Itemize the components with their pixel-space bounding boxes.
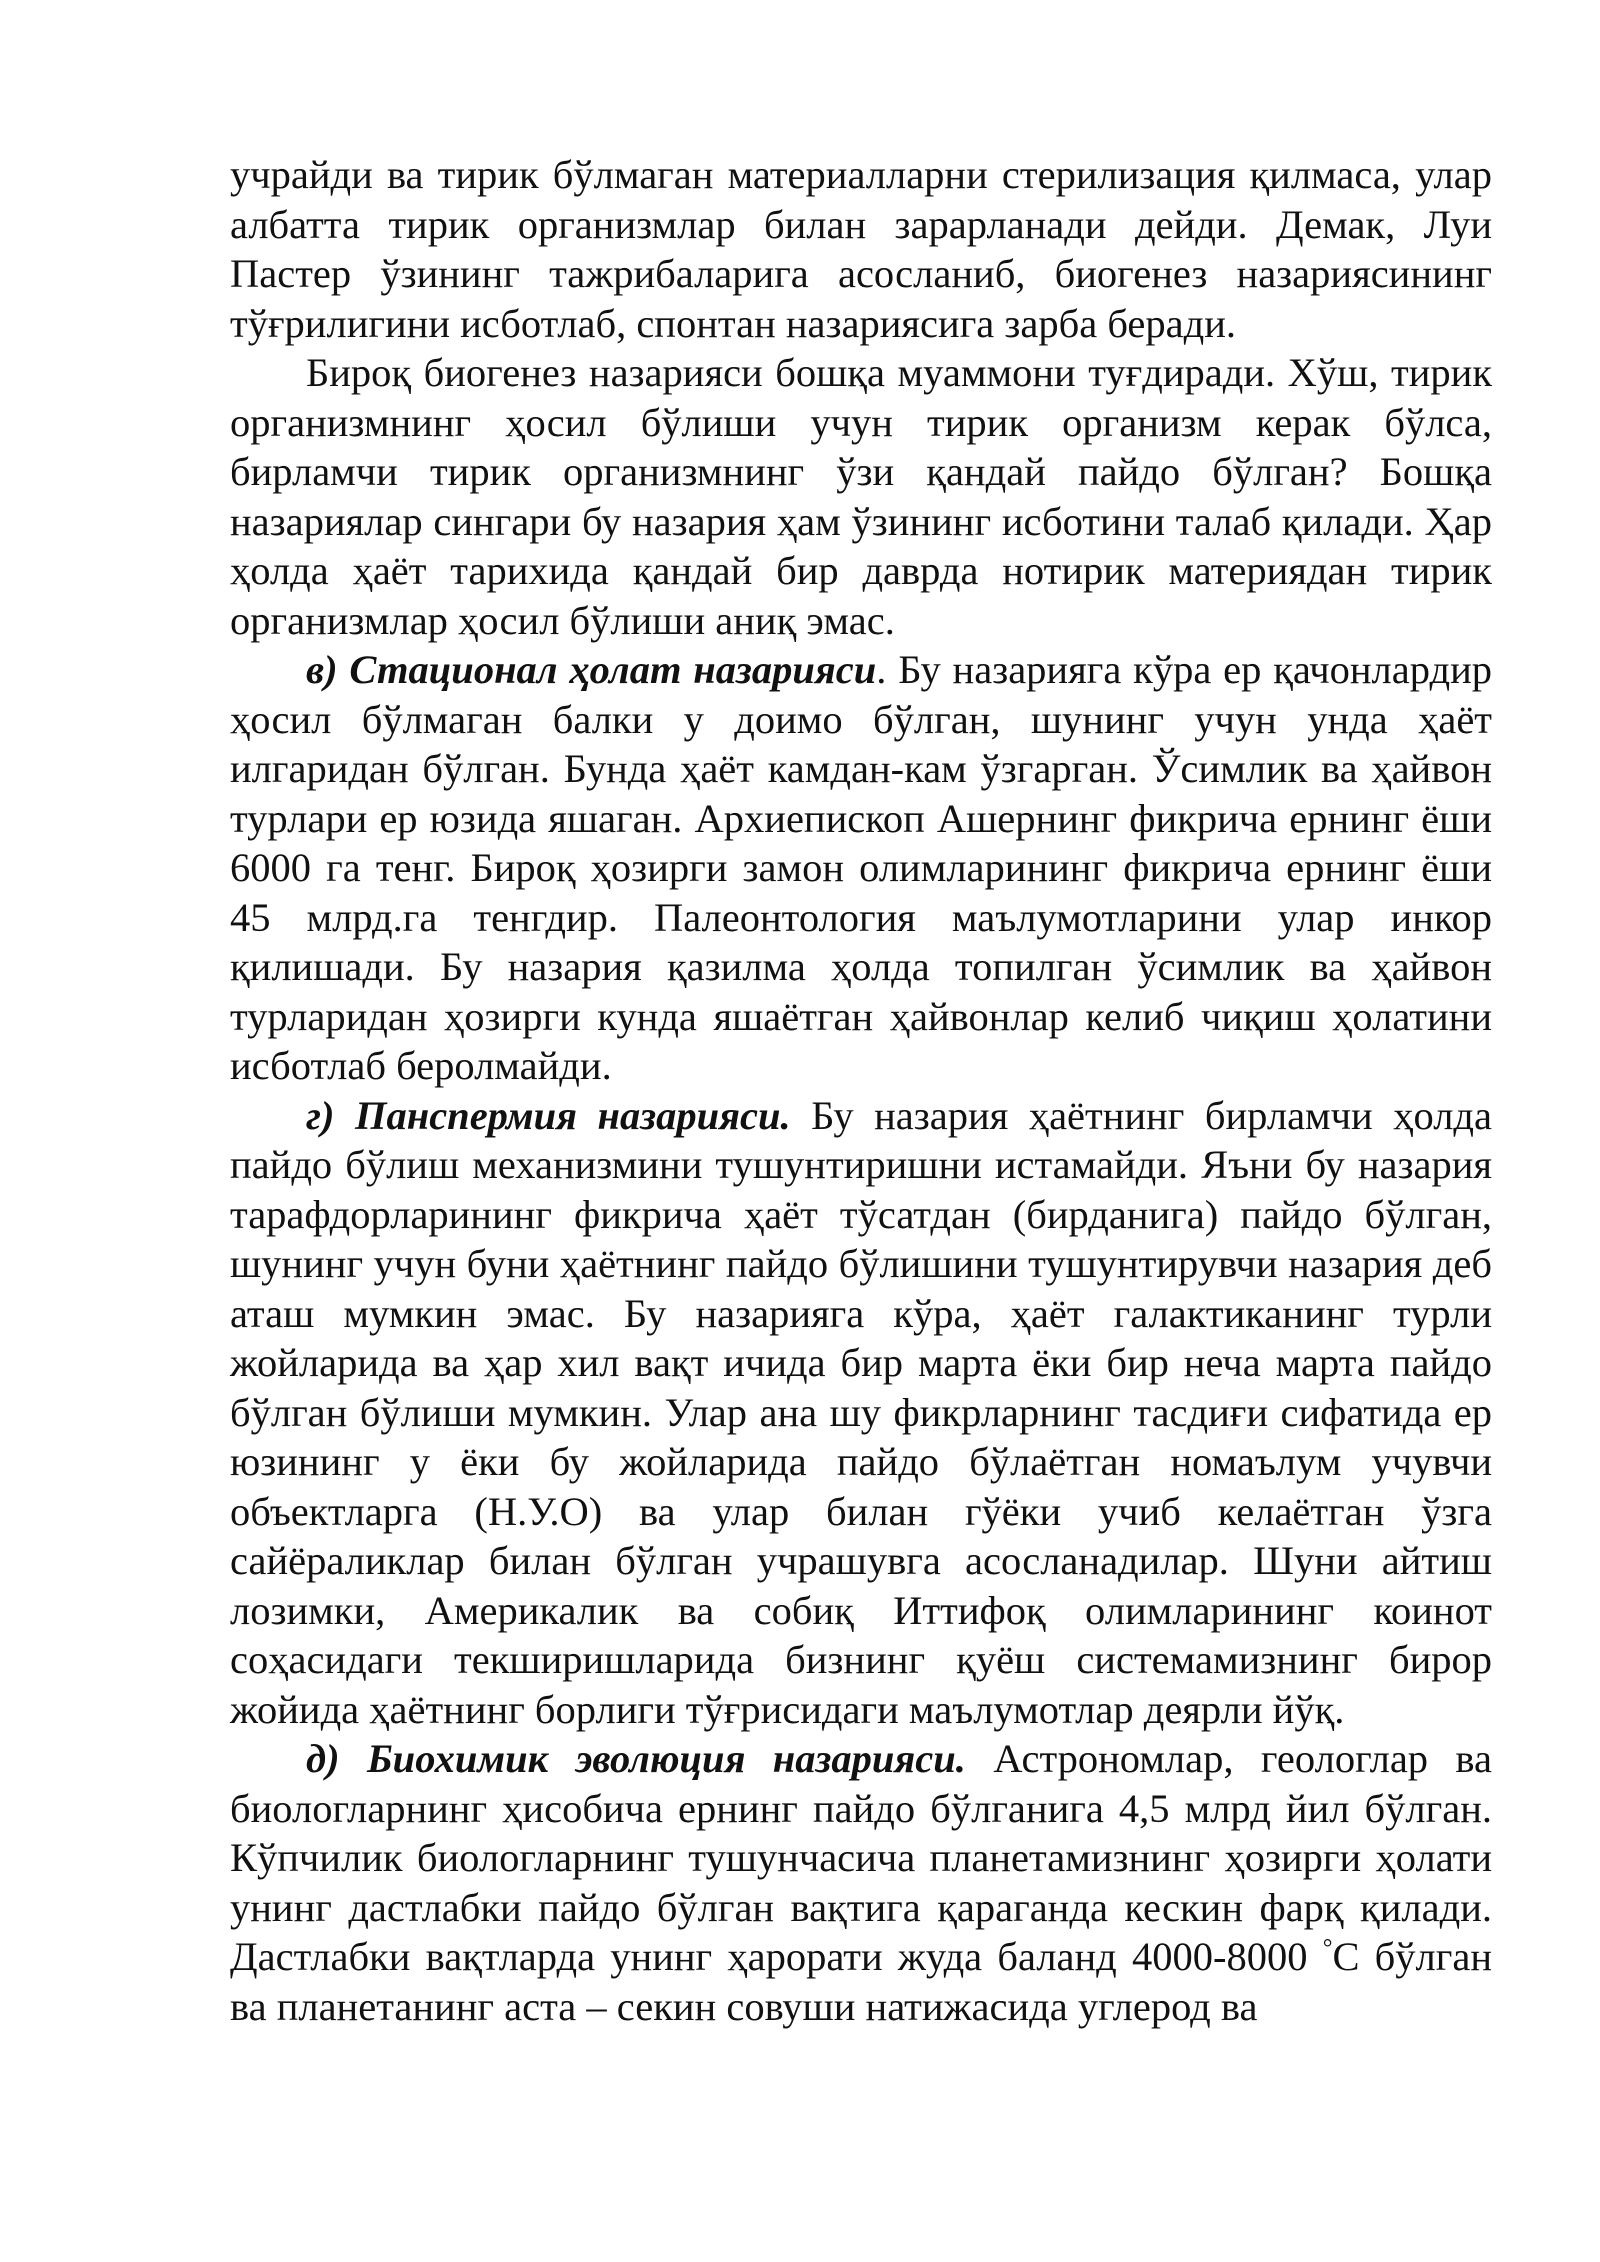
paragraph-1 — [230, 150, 1492, 348]
paragraph-text: . Бу назарияга кўра ер қачонлардир ҳосил бўлмаган балки у доимо бўлган, шунинг учун унда ҳаёт илгаридан бўлган. Бунда ҳаёт камдан-кам ўзгарган. Ўсимлик ва ҳайвон турлари ер юзида яшаган. Архиепископ Ашернинг фикрича ернинг ёши 6000 га тенг. Бироқ ҳозирги замон олимларининг фикрича ернинг ёши 45 млрд.га тенгдир. Палеонтология маълумотларини улар инкор қилишади. Бу назария қазилма ҳолда топилган ўсимлик ва ҳайвон турларидан ҳозирги кунда яшаётган ҳайвонлар келиб чиқиш ҳолатини исботлаб беролмайди. — [230, 647, 1492, 1088]
section-heading: г) Панспермия назарияси. — [306, 1092, 791, 1138]
paragraph-biochemical-evolution-theory — [230, 1734, 1492, 2031]
paragraph-stationary-state-theory — [230, 645, 1492, 1091]
paragraph-text: Астрономлар, геологлар ва биологларнинг ҳисобича ернинг пайдо бўлганига 4,5 млрд йил бўлган. Кўпчилик биологларнинг тушунчасича планетамизнинг ҳозирги ҳолати унинг дастлабки пайдо бўлган вақтига қараганда кескин фарқ қилади. Дастлабки вақтларда унинг ҳарорати жуда баланд 4000-8000 — [230, 1736, 1492, 1979]
paragraph-text: Бироқ биогенез назарияси бошқа муаммони туғдиради. Хўш, тирик организмнинг ҳосил бўлиши учун тирик организм керак бўлса, бирламчи тирик организмнинг ўзи қандай пайдо бўлган? Бошқа назариялар сингари бу назария ҳам ўзининг исботини талаб қилади. Ҳар ҳолда ҳаёт тарихида қандай бир даврда нотирик материядан тирик организмлар ҳосил бўлиши аниқ эмас. — [230, 350, 1492, 643]
paragraph-text: учрайди ва тирик бўлмаган материалларни стерилизация қилмаса, улар албатта тирик организмлар билан зарарланади дейди. Демак, Луи Пастер ўзининг тажрибаларига асосланиб, биогенез назариясининг тўғрилигини исботлаб, спонтан назариясига зарба беради. — [230, 152, 1492, 346]
paragraph-text: Бу назария ҳаётнинг бирламчи ҳолда пайдо бўлиш механизмини тушунтиришни истамайди. Яъни бу назария тарафдорларининг фикрича ҳаёт тўсатдан (бирданига) пайдо бўлган, шунинг учун буни ҳаётнинг пайдо бўлишини тушунтирувчи назария деб аташ мумкин эмас. Бу назарияга кўра, ҳаёт галактиканинг турли жойларида ва ҳар хил вақт ичида бир марта ёки бир неча марта пайдо бўлган бўлиши мумкин. Улар ана шу фикрларнинг тасдиғи сифатида ер юзининг у ёки бу жойларида пайдо бўлаётган номаълум учувчи объектларга (Н.У.О) ва улар билан гўёки учиб келаётган ўзга сайёраликлар билан бўлган учрашувга асосланадилар. Шуни айтиш лозимки, Америкалик ва собиқ Иттифоқ олимларининг коинот соҳасидаги текширишларида бизнинг қуёш системамизнинг бирор жойида ҳаётнинг борлиги тўғрисидаги маълумотлар деярли йўқ. — [230, 1092, 1492, 1732]
section-heading: д) Биохимик эволюция назарияси. — [306, 1736, 966, 1781]
section-heading: в) Стационал ҳолат назарияси — [306, 647, 877, 692]
document-page — [230, 150, 1492, 2031]
degree-sign: ° — [1322, 1934, 1333, 1962]
paragraph-2 — [230, 348, 1492, 645]
paragraph-text-continued: С бўлган ва планетанинг аста – секин совуши натижасида углерод ва — [230, 1934, 1493, 2029]
paragraph-panspermia-theory — [230, 1091, 1492, 1735]
